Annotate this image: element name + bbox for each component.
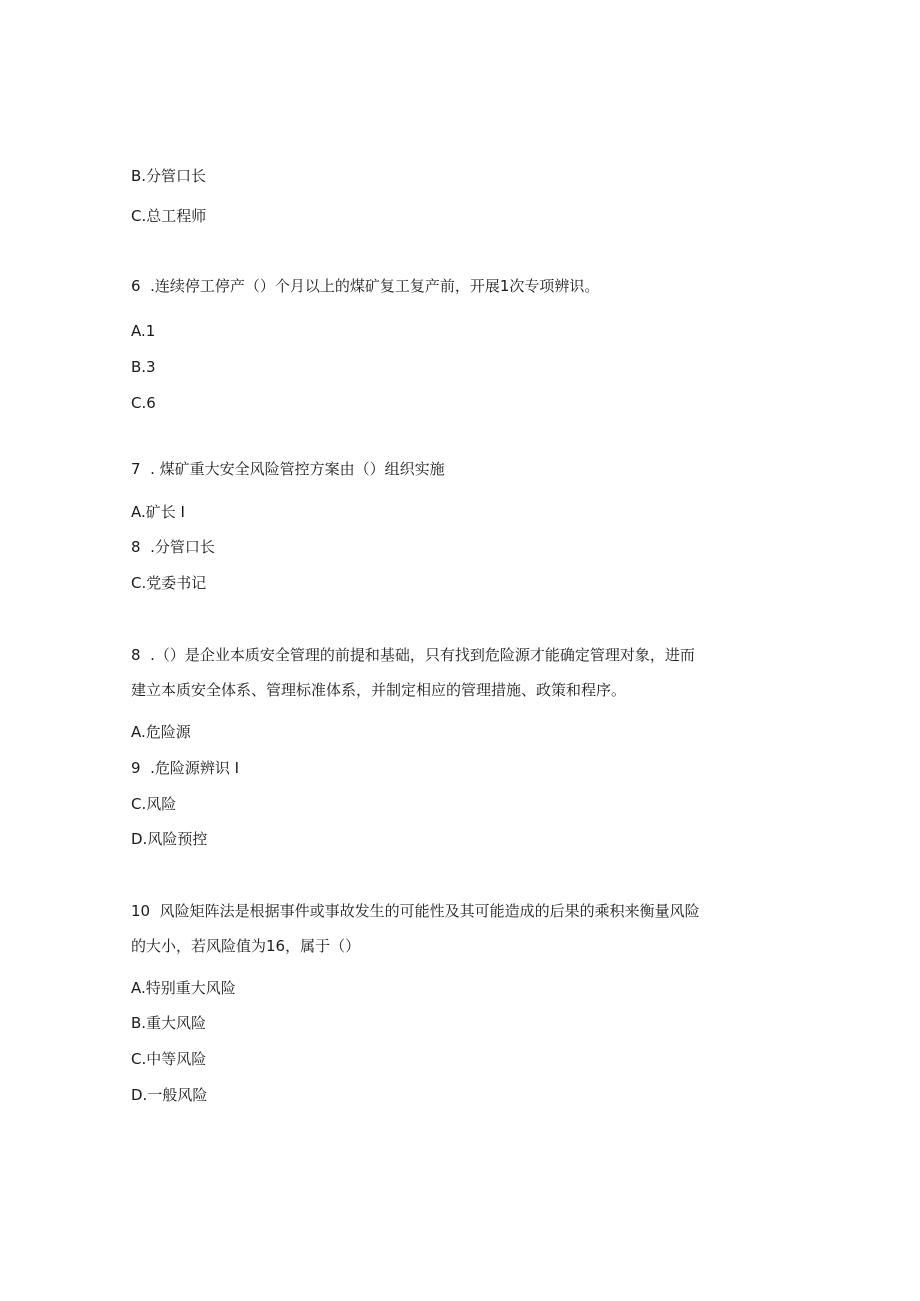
question-8-line-2: 建立本质安全体系、管理标准体系，并制定相应的管理措施、政策和程序。 — [131, 681, 627, 699]
option-b-q8: 9 .危险源辨识 I — [131, 759, 240, 777]
question-7: 7 . 煤矿重大安全风险管控方案由（）组织实施 — [131, 460, 445, 478]
option-a-q10: A.特别重大风险 — [131, 979, 236, 997]
option-c-q8: C.风险 — [131, 795, 177, 813]
option-b-q6: B.3 — [131, 358, 156, 376]
option-d-q8: D.风险预控 — [131, 830, 208, 848]
question-10-line-1: 10 风险矩阵法是根据事件或事故发生的可能性及其可能造成的后果的乘积来衡量风险 — [131, 902, 700, 920]
question-10-line-2: 的大小，若风险值为16，属于（） — [131, 937, 361, 955]
option-d-q10: D.一般风险 — [131, 1086, 208, 1104]
question-6: 6 .连续停工停产（）个月以上的煤矿复工复产前，开展1次专项辨识。 — [131, 277, 600, 295]
option-b-q10: B.重大风险 — [131, 1014, 207, 1032]
option-c-q10: C.中等风险 — [131, 1050, 207, 1068]
option-c-q7: C.党委书记 — [131, 574, 207, 592]
option-a-q6: A.1 — [131, 322, 156, 340]
option-b-q5: B.分管口长 — [131, 167, 207, 185]
option-c-q5: C.总工程师 — [131, 207, 207, 225]
option-b-q7: 8 .分管口长 — [131, 538, 215, 556]
option-c-q6: C.6 — [131, 394, 156, 412]
option-a-q7: A.矿长 I — [131, 503, 185, 521]
question-8-line-1: 8 .（）是企业本质安全管理的前提和基础，只有找到危险源才能确定管理对象，进而 — [131, 646, 695, 664]
option-a-q8: A.危险源 — [131, 723, 191, 741]
